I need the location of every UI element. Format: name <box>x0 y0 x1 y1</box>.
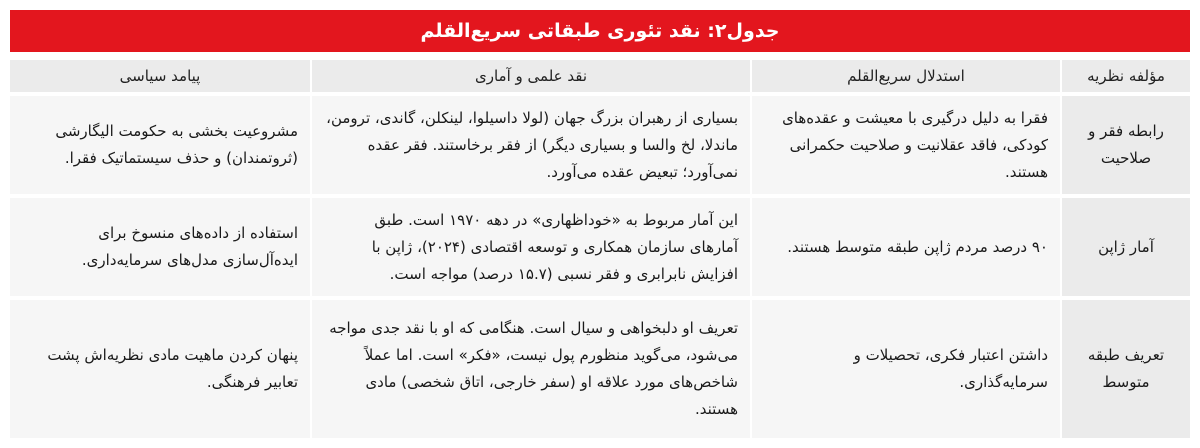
row-component: رابطه فقر و صلاحیت <box>1060 96 1190 194</box>
table-title: جدول۲: نقد تئوری طبقاتی سریع‌القلم <box>10 10 1190 52</box>
row-consequence: پنهان کردن ماهیت مادی نظریه‌اش پشت تعابیر فرهنگی. <box>10 300 310 438</box>
row-critique: تعریف او دلبخواهی و سیال است. هنگامی که او با نقد جدی مواجه می‌شود، می‌گوید منظورم پول نیست، «فکر» است. اما عملاً شاخص‌های مورد علاقه او (سفر خارجی، اتاق شخصی) مادی هستند. <box>310 300 750 438</box>
row-critique: این آمار مربوط به «خوداظهاری» در دهه ۱۹۷۰ است. طبق آمارهای سازمان همکاری و توسعه اقتصادی (۲۰۲۴)، ژاپن با افزایش نابرابری و فقر نسبی (۱۵.۷ درصد) مواجه است. <box>310 198 750 296</box>
header-critique: نقد علمی و آماری <box>310 60 750 92</box>
row-component: آمار ژاپن <box>1060 198 1190 296</box>
row-consequence: استفاده از داده‌های منسوخ برای ایده‌آل‌سازی مدل‌های سرمایه‌داری. <box>10 198 310 296</box>
row-critique: بسیاری از رهبران بزرگ جهان (لولا داسیلوا، لینکلن، گاندی، ترومن، ماندلا، لخ والسا و بسیاری دیگر) از فقر برخاستند. فقر عقده نمی‌آورد؛ تبعیض عقده می‌آورد. <box>310 96 750 194</box>
row-consequence: مشروعیت بخشی به حکومت الیگارشی (ثروتمندان) و حذف سیستماتیک فقرا. <box>10 96 310 194</box>
table-row <box>10 300 1190 438</box>
header-component: مؤلفه نظریه <box>1060 60 1190 92</box>
table-row <box>10 198 1190 296</box>
row-argument: ۹۰ درصد مردم ژاپن طبقه متوسط هستند. <box>750 198 1060 296</box>
header-row <box>10 60 1190 92</box>
table-row <box>10 96 1190 194</box>
header-argument: استدلال سریع‌القلم <box>750 60 1060 92</box>
header-consequence: پیامد سیاسی <box>10 60 310 92</box>
row-argument: داشتن اعتبار فکری، تحصیلات و سرمایه‌گذاری. <box>750 300 1060 438</box>
table-container <box>10 10 1190 438</box>
critique-table <box>10 56 1190 442</box>
row-argument: فقرا به دلیل درگیری با معیشت و عقده‌های کودکی، فاقد عقلانیت و صلاحیت حکمرانی هستند. <box>750 96 1060 194</box>
row-component: تعریف طبقه متوسط <box>1060 300 1190 438</box>
